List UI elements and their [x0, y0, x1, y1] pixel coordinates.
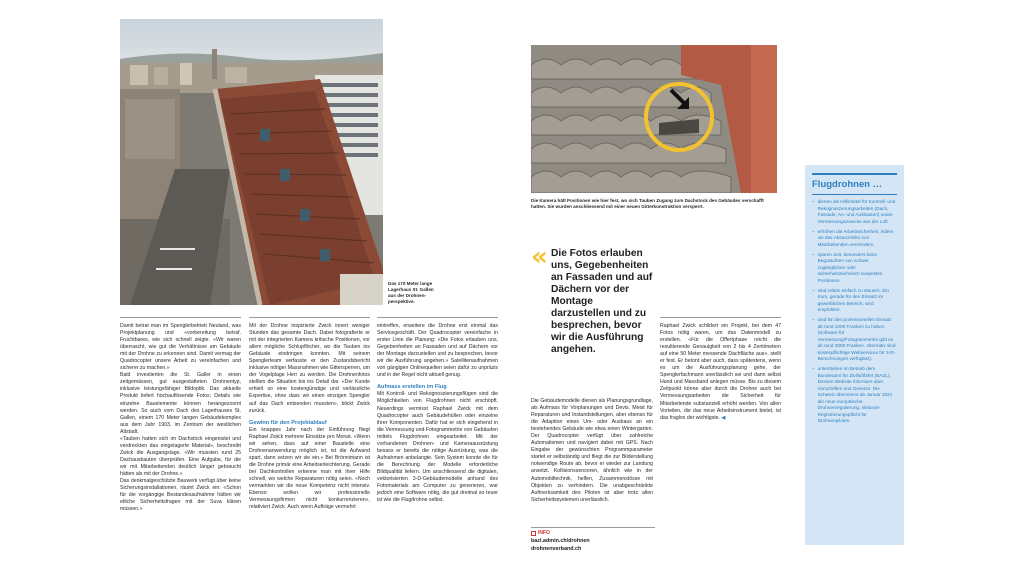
dash-bullet: – — [812, 251, 815, 257]
list-item: – sind für den professionellen Einsatz ab rund 1000 Franken zu haben (Software für Vermessung/Fotogrammetrie gibt es ab rund 3000 Franken. Alternativ sind kostenpflichtige Webservices für 3-D-Berechnungen verfügbar). — [812, 317, 896, 361]
body-column-2 — [249, 323, 370, 511]
roof-tiles-photo — [531, 45, 777, 193]
info-link-bazl[interactable]: bazl.admin.ch/drohnen — [531, 538, 590, 544]
body-column-1 — [120, 323, 241, 513]
dash-bullet: – — [812, 287, 815, 293]
paragraph: Raphael Zwick schildert ein Projekt, bei dem 47 Fotos nötig waren, um das Datenmodell zu erstellen. «Für die Offertphase reicht die resultierende Genauigkeit von 2 bis 4 Zentimetern auf eine 50 Meter messende Dachfläche aus», stellt er fest. Er betont aber auch, dass spätestens, wenn es um die Ausführungsplanung gehe, der Spenglerfachmann unerlässlich sei und dann selbst Hand und Massband anlegen müsse. Bis zu diesem Zeitpunkt könne aber durch die Drohne auch bei Vermessungsarbeiten die Sicherheit für Mitarbeitende substanziell erhöht werden. Von allen Vorteilen, die das neue Arbeitsinstrument bietet, ist das fraglos der wichtigste. ◀ — [660, 323, 781, 421]
pull-quote — [531, 242, 653, 356]
info-link-drohnenverband[interactable]: drohnenverband.ch — [531, 545, 582, 552]
quote-open-mark: « — [531, 242, 548, 272]
column-rule-5 — [660, 317, 781, 318]
lagerhaus-aerial-photo — [120, 19, 383, 305]
dash-bullet: – — [812, 317, 815, 322]
photo1-caption: Das 170 Meter lange Lagerhaus St. Gallen aus der Drohnen-perspektive. — [388, 281, 434, 304]
list-item: – erhöhen die Arbeitssicherheit, indem sie das Absturzrisiko von Mitarbeitenden vermindern. — [812, 228, 894, 247]
body-column-5 — [660, 323, 781, 422]
paragraph: Ein knappes Jahr nach der Einführung fliegt Raphael Zwick mehrere Einsätze pro Monat. «Wenn wir sehen, dass auf einer Baustelle eine Drohnenanwendung möglich ist, ist die Aufwand spart, dann setzen wir sie ein.» Bei Brönnimann ist die Drohne primär eine Arbeitserleichterung. Gerade bei Dachkontrollen erkenne man mit ihrer Hilfe schnell, wo welche Reparaturen nötig seien. «Noch vermarkten wir die neue Kompetenz nicht intensiv. Ebenso wollen wir professionelle Vermessungsfirmen nicht konkurrenzieren», relativiert Zwick. Auch wenn Aufträge vermehrt — [249, 426, 370, 511]
paragraph: Mit der Drohne inspizierte Zwick innert weniger Stunden das gesamte Dach. Dabei fotografierte er mit der integrierten Kamera kritische Positionen, vor allem mögliche Schlupflöcher, wo die Tauben ins Gebäude eindringen konnten. Mit seinem Spenglerteam verfasste er den Zustandsbericht inklusive nötiger Massnahmen wie Gittersperren, um der Vogelplage Herr zu werden. Die Drohnenfotos stellten die Situation bis ins Detail dar. «Der Kunde erhielt so eine kostengünstige und verlässliche Expertise, ohne dass wir einen einzigen Spengler auf das Dach entsenden mussten», blickt Zwick zurück. — [249, 323, 370, 414]
list-item: – dienen als Hilfsmittel für Kontroll- und Rekognoszierungsarbeiten (Dach, Fassade, An- und Ausbauten) sowie Vermessungszwecke aus der Luft. — [812, 199, 896, 224]
list-item: – sind relativ einfach zu steuern. Ein Kurs, gerade für den Einsatz im gewerblichen Bereich, wird empfohlen. — [812, 287, 890, 312]
end-mark: ◀ — [721, 414, 726, 421]
sidebar-title: Flugdrohnen … — [812, 178, 883, 190]
pull-quote-text: Die Fotos erlauben uns, Gegebenheiten an Fassaden und auf Dächern vor der Montage darzustellen und zu besprechen, bevor wir die Ausführung angehen. — [551, 248, 653, 355]
list-item: – unterstehen im Betrieb dem Bundesamt für Zivilluftfahrt (BAZL). Dessen Website informiert über Vorschriften und Gesetze. Die Schweiz übernimmt ab Januar 2021 die neue europäische Drohnenregulierung, inklusive Registrierungspflicht für Drohnenpiloten. — [812, 366, 893, 423]
paragraph: Das denkmalgeschützte Bauwerk verfügt über keine Sicherungsinstallationen, räumt Zwick ein: «Schon für die vorgängige Bestandesaufnahme hätten wir etliche Sicherheitsfragen mit der Suva klären müssen.» — [120, 478, 241, 513]
section-heading-projektablauf: Gewinn für den Projektablauf — [249, 419, 327, 426]
info-rule — [531, 527, 655, 528]
sidebar-flugdrohnen — [805, 165, 904, 545]
column-rule-3 — [377, 317, 498, 318]
dash-bullet: – — [812, 228, 815, 234]
paragraph: Die Gebäudemodelle dienen als Planungsgrundlage, als Aufmass für Vorplanungen und Devis. Meist für Reparaturen und Instandstellungen, aber ebenso für die Adaption eines Um- oder Ausbaus an ein bestehendes Gebäude wie etwa einen Wintergarten. Der Quadrocopter verfügt über zahlreiche Automatismen und navigiert dabei mit GPS. Nach Eingabe der gewünschten Programmparameter startet er selbständig und fliegt die zur Bilderstellung notwendige Route ab, bevor er wieder zur Landung ansetzt. Kollisionssensoren, ähnlich wie in der Automobiltechnik, helfen, Zusammenstösse mit Objekten zu verhindern. Die unabgeschränkte Aufmerksamkeit des Piloten ist aber trotz allen Sicherheitssystemen unerlässlich. — [531, 398, 653, 503]
column-rule-1 — [120, 317, 241, 318]
body-column-4 — [531, 398, 653, 504]
info-box — [531, 530, 655, 553]
paragraph: Damit betrat man im Spenglerbetrieb Neuland, was Projektplanung und «vorbereitung betraf. Fruchtbares, wie sich schnell zeigte. «Wir waren überrascht, wie gut die Verhältnisse am Gebäude mit der Drohne zu erkennen sind. Damit vermag der Quadrocopter unsere Arbeit zu vereinfachen und sicherer zu machen.» — [120, 323, 241, 372]
sidebar-top-rule — [812, 173, 897, 175]
body-column-3 — [377, 323, 498, 504]
list-item: – sparen Zeit, besonders beim Begutachten von schwer zugänglichen oder sicherheitstechnisch suspekten Positionen. — [812, 251, 883, 283]
sidebar-list — [812, 199, 897, 425]
info-label: INFO — [538, 530, 550, 536]
paragraph: Mit Kontroll- und Rekognoszierungsflügen sind die Möglichkeiten von Flugdrohnen nicht erschöpft. Neuerdings vermisst Raphael Zwick mit dem Quadrocopter auch Gebäudehüllen oder einzelne ihrer Komponenten. Dafür hat er sich eingehend in die Vermessung und Fotogrammetrie von Gebäuden mittels Flugdrohnen eingearbeitet. Mit der vorhandenen Drohnen- und Kameraausrüstung besass er bereits die nötige Ausrüstung, was die Aufnahmen anbelangte. Sein System konnte die für die Berechnung der Modelle erforderliche Bildqualität liefern. Um anschliessend die digitalen, vektorisierten 3-D-Gebäudemodelle anhand des Fotomaterials am Computer zu generieren, war jedoch eine Software nötig, die gut dreimal so teuer ist wie die Flugdrohne selbst. — [377, 391, 498, 504]
dash-bullet: – — [812, 199, 815, 204]
section-heading-aufmass: Aufmass erstellen im Flug — [377, 384, 447, 391]
paragraph: «Tauben hatten sich im Dachstock eingenistet und verdreckten das eingelagerte Material», beschreibt Zwick die Ausgangslage. «Wir mussten rund 25 Dachausbauten überprüfen. Eine Aufgabe, für die wir mit Mitarbeitenden deutlich länger gebraucht hätten als mit der Drohne.» — [120, 435, 241, 477]
sidebar-title-rule — [812, 194, 897, 196]
dash-bullet: – — [812, 366, 815, 371]
paragraph: Bald investierten die St. Galler in einen zeitgemässen, gut ausgestatteten Drohnentyp, inklusive leistungsfähiger Bildoptik. Das aktuelle Produkt liefert hochauflösende Fotos; Details wie einzelne Bauelemente können herangezoomt werden. So auch vom Dach des Lagerhauses St. Gallen, einem 170 Meter langen Gebäudekomplex aus dem Jahr 1903, im Zentrum der westlichen Altstadt. — [120, 372, 241, 435]
photo2-caption: Die Kamera hält Positionen wie hier fest, wo sich Tauben Zugang zum Dachstock des Gebäudes verschafft hatten. Sie wurden anschliessend mit einer neuen Gitterkonstruktion versperrt. — [531, 198, 764, 210]
column-rule-2 — [249, 317, 370, 318]
info-square-icon — [531, 531, 536, 536]
paragraph: eintreffen, erweitere die Drohne erst einmal das Servicegeschäft. Der Quadrocopter vereinfache in erster Linie die Planung: «Die Fotos erlauben uns, Gegebenheiten an Fassaden und auf Dächern vor der Montage darzustellen und zu besprechen, bevor wir die Ausführung angehen.» Satellitenaufnahmen von gängigen Onlinequellen seien dafür zu unpräzis und in der Regel nicht aktuell genug. — [377, 323, 498, 379]
